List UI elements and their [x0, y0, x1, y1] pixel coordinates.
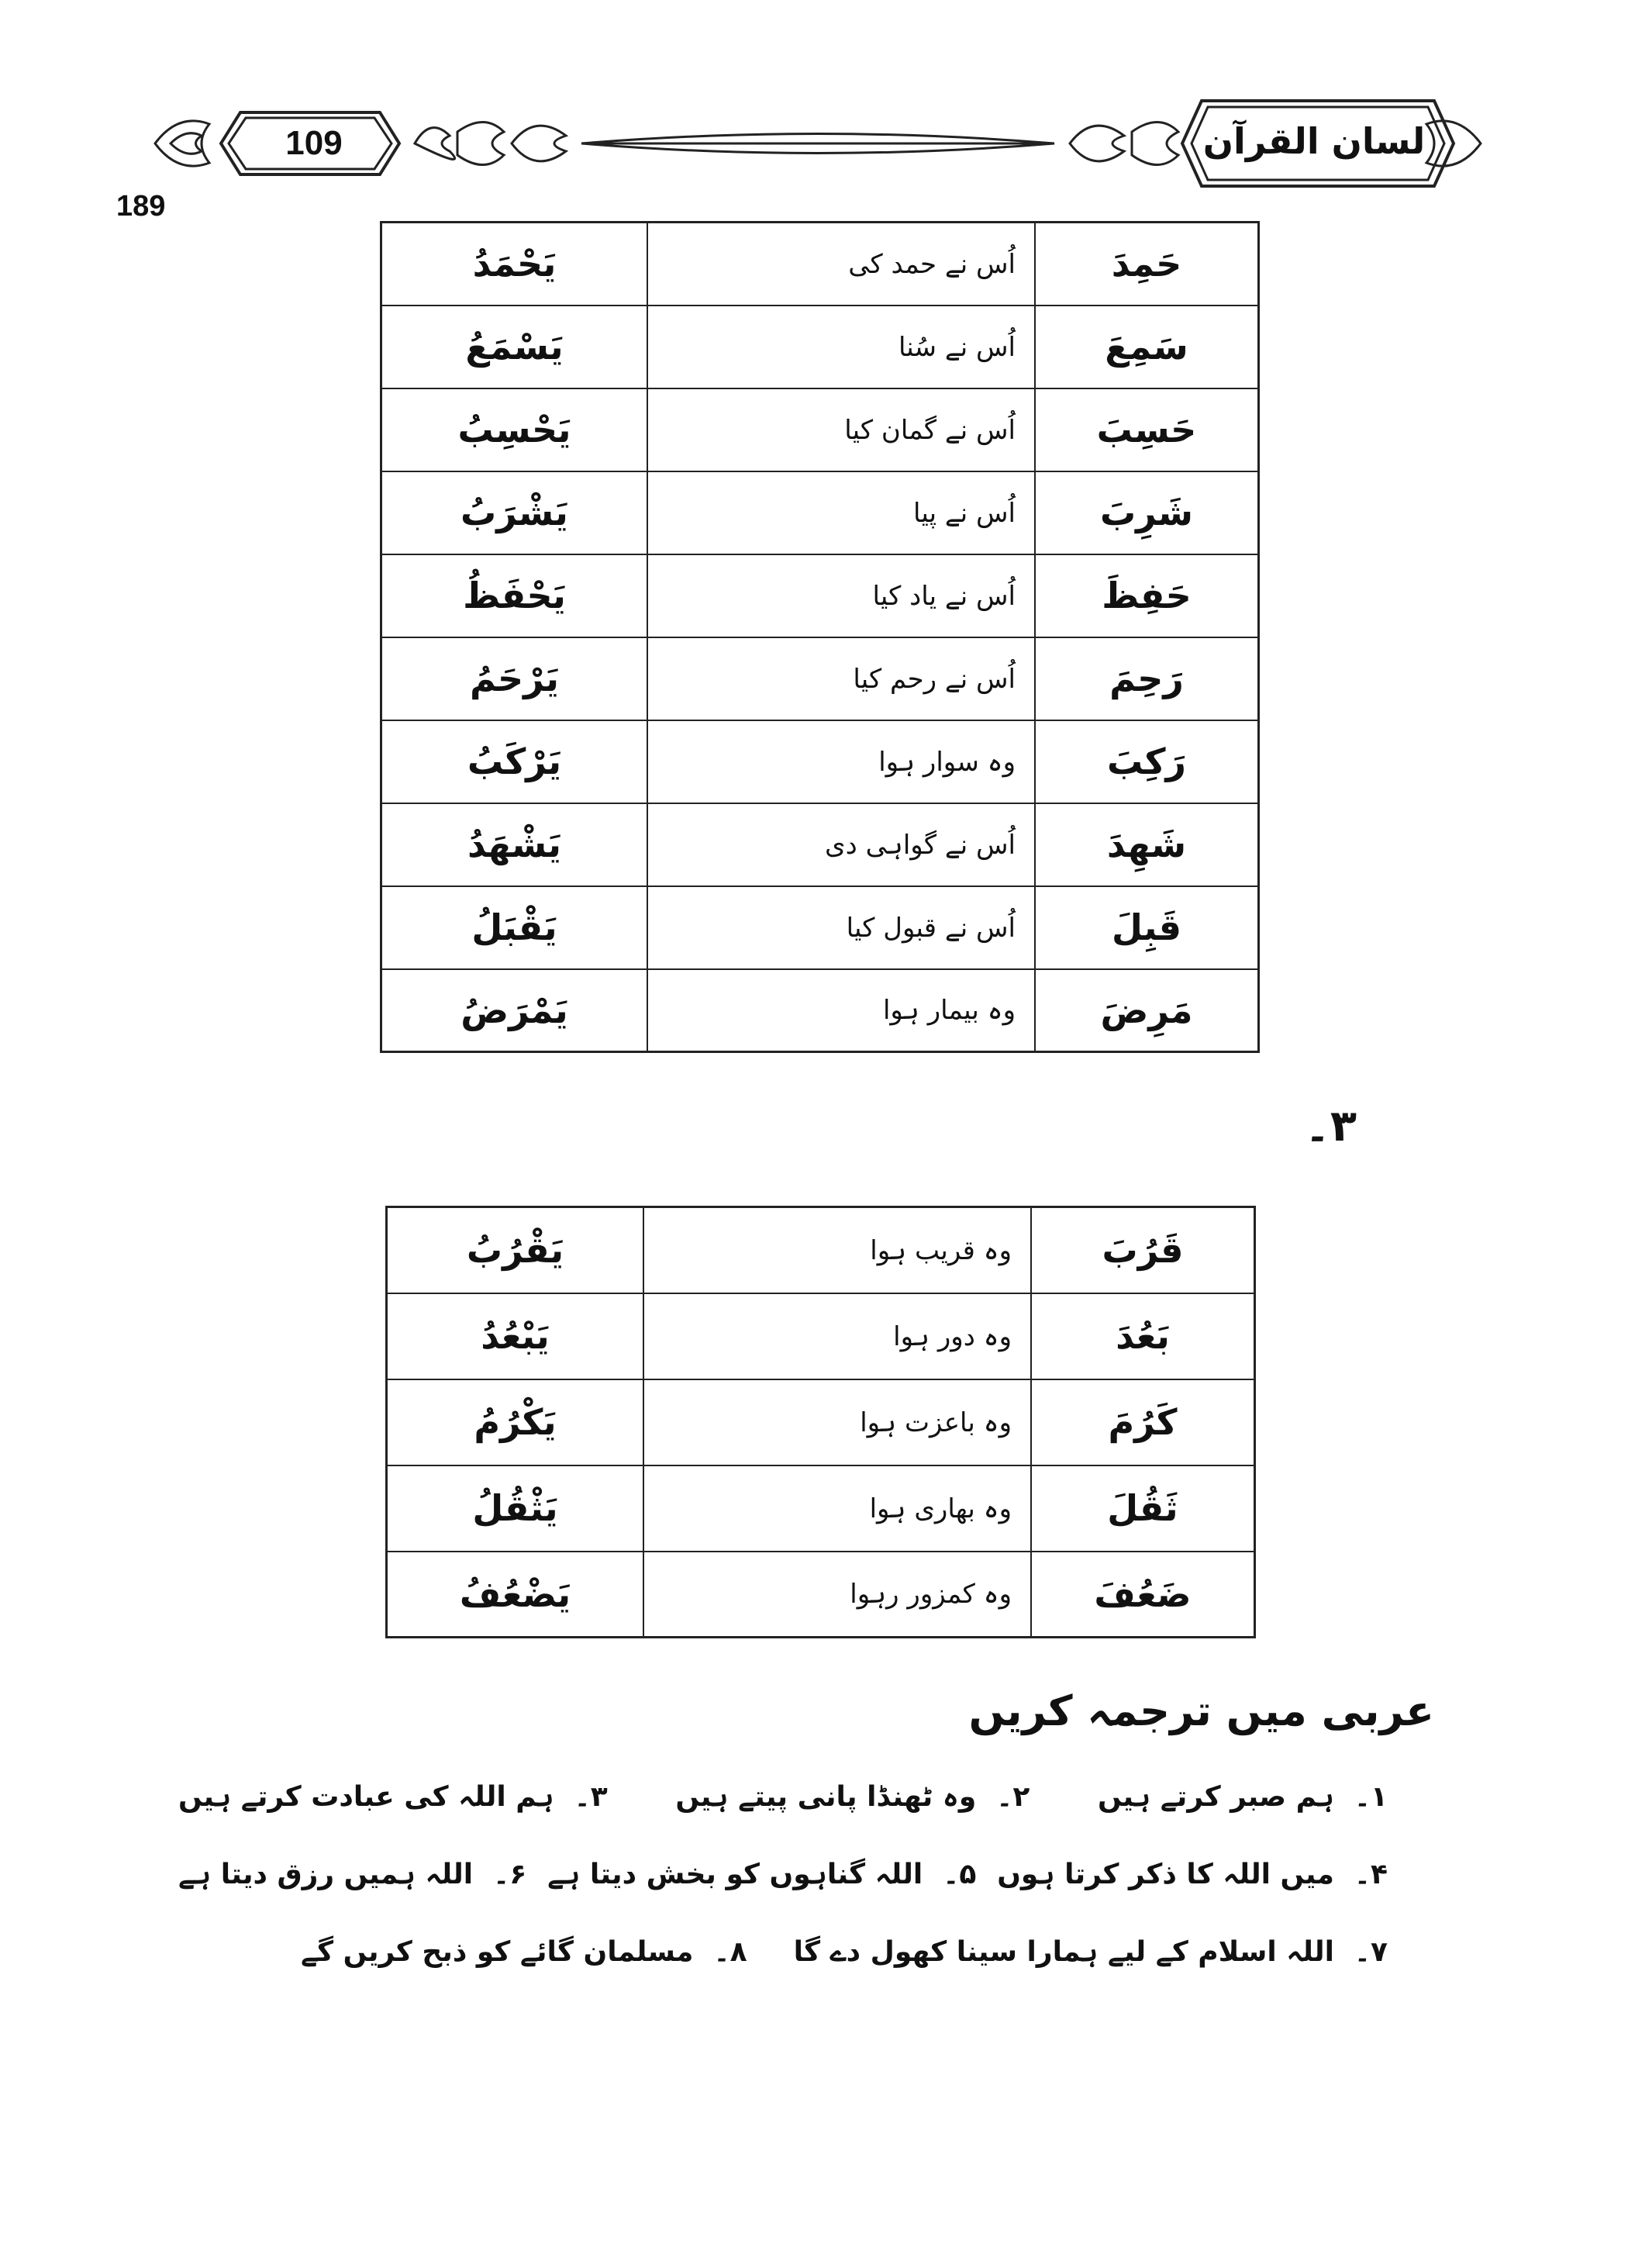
past-tense-cell: رَحِمَ: [1035, 637, 1259, 720]
item-text: اللہ ہمیں رزق دیتا ہے: [178, 1858, 474, 1890]
past-tense-cell: ثَقُلَ: [1031, 1465, 1255, 1552]
item-text: مسلمان گائے کو ذبح کریں گے: [301, 1935, 694, 1968]
table-row: [381, 720, 1259, 803]
table-row: [387, 1293, 1255, 1379]
meaning-cell: وہ قریب ہوا: [643, 1207, 1031, 1293]
present-tense-cell: یَضْعُفُ: [387, 1552, 644, 1638]
past-tense-cell: حَمِدَ: [1035, 223, 1259, 306]
past-tense-cell: رَكِبَ: [1035, 720, 1259, 803]
past-tense-cell: قَرُبَ: [1031, 1207, 1255, 1293]
table-row: [387, 1552, 1255, 1638]
past-tense-cell: شَهِدَ: [1035, 803, 1259, 886]
verb-table-1: [380, 221, 1260, 1053]
meaning-cell: اُس نے گمان کیا: [647, 388, 1035, 471]
past-tense-cell: مَرِضَ: [1035, 969, 1259, 1052]
exercise-item: [1098, 1781, 1388, 1813]
present-tense-cell: یَبْعُدُ: [387, 1293, 644, 1379]
meaning-cell: اُس نے گواہی دی: [647, 803, 1035, 886]
meaning-cell: اُس نے قبول کیا: [647, 886, 1035, 969]
meaning-cell: اُس نے حمد کی: [647, 223, 1035, 306]
past-tense-cell: شَرِبَ: [1035, 471, 1259, 554]
table-row: [381, 554, 1259, 637]
verb-table-2: [385, 1206, 1256, 1638]
item-text: ہم صبر کرتے ہیں: [1097, 1780, 1334, 1813]
item-text: اللہ گناہوں کو بخش دیتا ہے: [547, 1858, 923, 1890]
item-text: اللہ اسلام کے لیے ہمارا سینا کھول دے گا: [793, 1935, 1334, 1968]
table-row: [381, 306, 1259, 388]
present-tense-cell: یَشْهَدُ: [381, 803, 648, 886]
present-tense-cell: یَثْقُلُ: [387, 1465, 644, 1552]
table-row: [387, 1465, 1255, 1552]
exercise-line-1: [178, 1772, 1388, 1821]
section-number: ۳۔: [1305, 1101, 1357, 1151]
past-tense-cell: حَفِظَ: [1035, 554, 1259, 637]
present-tense-cell: یَشْرَبُ: [381, 471, 648, 554]
item-number: ۸۔: [713, 1935, 747, 1968]
present-tense-cell: یَرْكَبُ: [381, 720, 648, 803]
past-tense-cell: سَمِعَ: [1035, 306, 1259, 388]
exercise-item: [547, 1859, 976, 1890]
meaning-cell: اُس نے رحم کیا: [647, 637, 1035, 720]
meaning-cell: وہ کمزور رہوا: [643, 1552, 1031, 1638]
meaning-cell: وہ باعزت ہوا: [643, 1379, 1031, 1465]
past-tense-cell: قَبِلَ: [1035, 886, 1259, 969]
book-title: لسان القرآن: [1202, 120, 1426, 162]
table-row: [381, 388, 1259, 471]
table-row: [381, 969, 1259, 1052]
meaning-cell: وہ بھاری ہوا: [643, 1465, 1031, 1552]
item-number: ۳۔: [574, 1780, 608, 1813]
present-tense-cell: یَرْحَمُ: [381, 637, 648, 720]
item-number: ۵۔: [943, 1858, 977, 1890]
past-tense-cell: ضَعُفَ: [1031, 1552, 1255, 1638]
exercise-item: [301, 1936, 747, 1968]
meaning-cell: وہ دور ہوا: [643, 1293, 1031, 1379]
table-row: [381, 223, 1259, 306]
item-text: ہم اللہ کی عبادت کرتے ہیں: [178, 1780, 554, 1813]
past-tense-cell: كَرُمَ: [1031, 1379, 1255, 1465]
page-header: [147, 85, 1488, 202]
exercise-item: [675, 1781, 1030, 1813]
past-tense-cell: حَسِبَ: [1035, 388, 1259, 471]
page-stamp: 189: [116, 190, 166, 223]
item-text: وہ ٹھنڈا پانی پیتے ہیں: [675, 1780, 977, 1813]
item-number: ۲۔: [996, 1780, 1030, 1813]
table-row: [387, 1207, 1255, 1293]
item-number: ۷۔: [1354, 1935, 1388, 1968]
meaning-cell: اُس نے یاد کیا: [647, 554, 1035, 637]
meaning-cell: اُس نے پیا: [647, 471, 1035, 554]
past-tense-cell: بَعُدَ: [1031, 1293, 1255, 1379]
table-row: [381, 637, 1259, 720]
table-row: [387, 1379, 1255, 1465]
present-tense-cell: یَقْبَلُ: [381, 886, 648, 969]
meaning-cell: وہ بیمار ہوا: [647, 969, 1035, 1052]
present-tense-cell: یَقْرُبُ: [387, 1207, 644, 1293]
present-tense-cell: یَحْسِبُ: [381, 388, 648, 471]
item-number: ۱۔: [1354, 1780, 1388, 1813]
present-tense-cell: یَحْمَدُ: [381, 223, 648, 306]
exercise-item: [178, 1859, 526, 1890]
meaning-cell: وہ سوار ہوا: [647, 720, 1035, 803]
exercise-item: [794, 1936, 1388, 1968]
page-number: 109: [285, 124, 343, 162]
meaning-cell: اُس نے سُنا: [647, 306, 1035, 388]
present-tense-cell: یَسْمَعُ: [381, 306, 648, 388]
item-number: ۴۔: [1354, 1858, 1388, 1890]
item-number: ۶۔: [493, 1858, 527, 1890]
exercise-heading: عربی میں ترجمہ کریں: [968, 1686, 1434, 1735]
present-tense-cell: یَمْرَضُ: [381, 969, 648, 1052]
present-tense-cell: یَحْفَظُ: [381, 554, 648, 637]
exercise-item: [997, 1859, 1388, 1890]
exercise-line-2: [178, 1849, 1388, 1899]
exercise-line-3: [301, 1927, 1388, 1976]
item-text: میں اللہ کا ذکر کرتا ہوں: [997, 1858, 1334, 1890]
table-row: [381, 471, 1259, 554]
exercise-item: [178, 1781, 608, 1813]
table-row: [381, 886, 1259, 969]
present-tense-cell: یَكْرُمُ: [387, 1379, 644, 1465]
table-row: [381, 803, 1259, 886]
